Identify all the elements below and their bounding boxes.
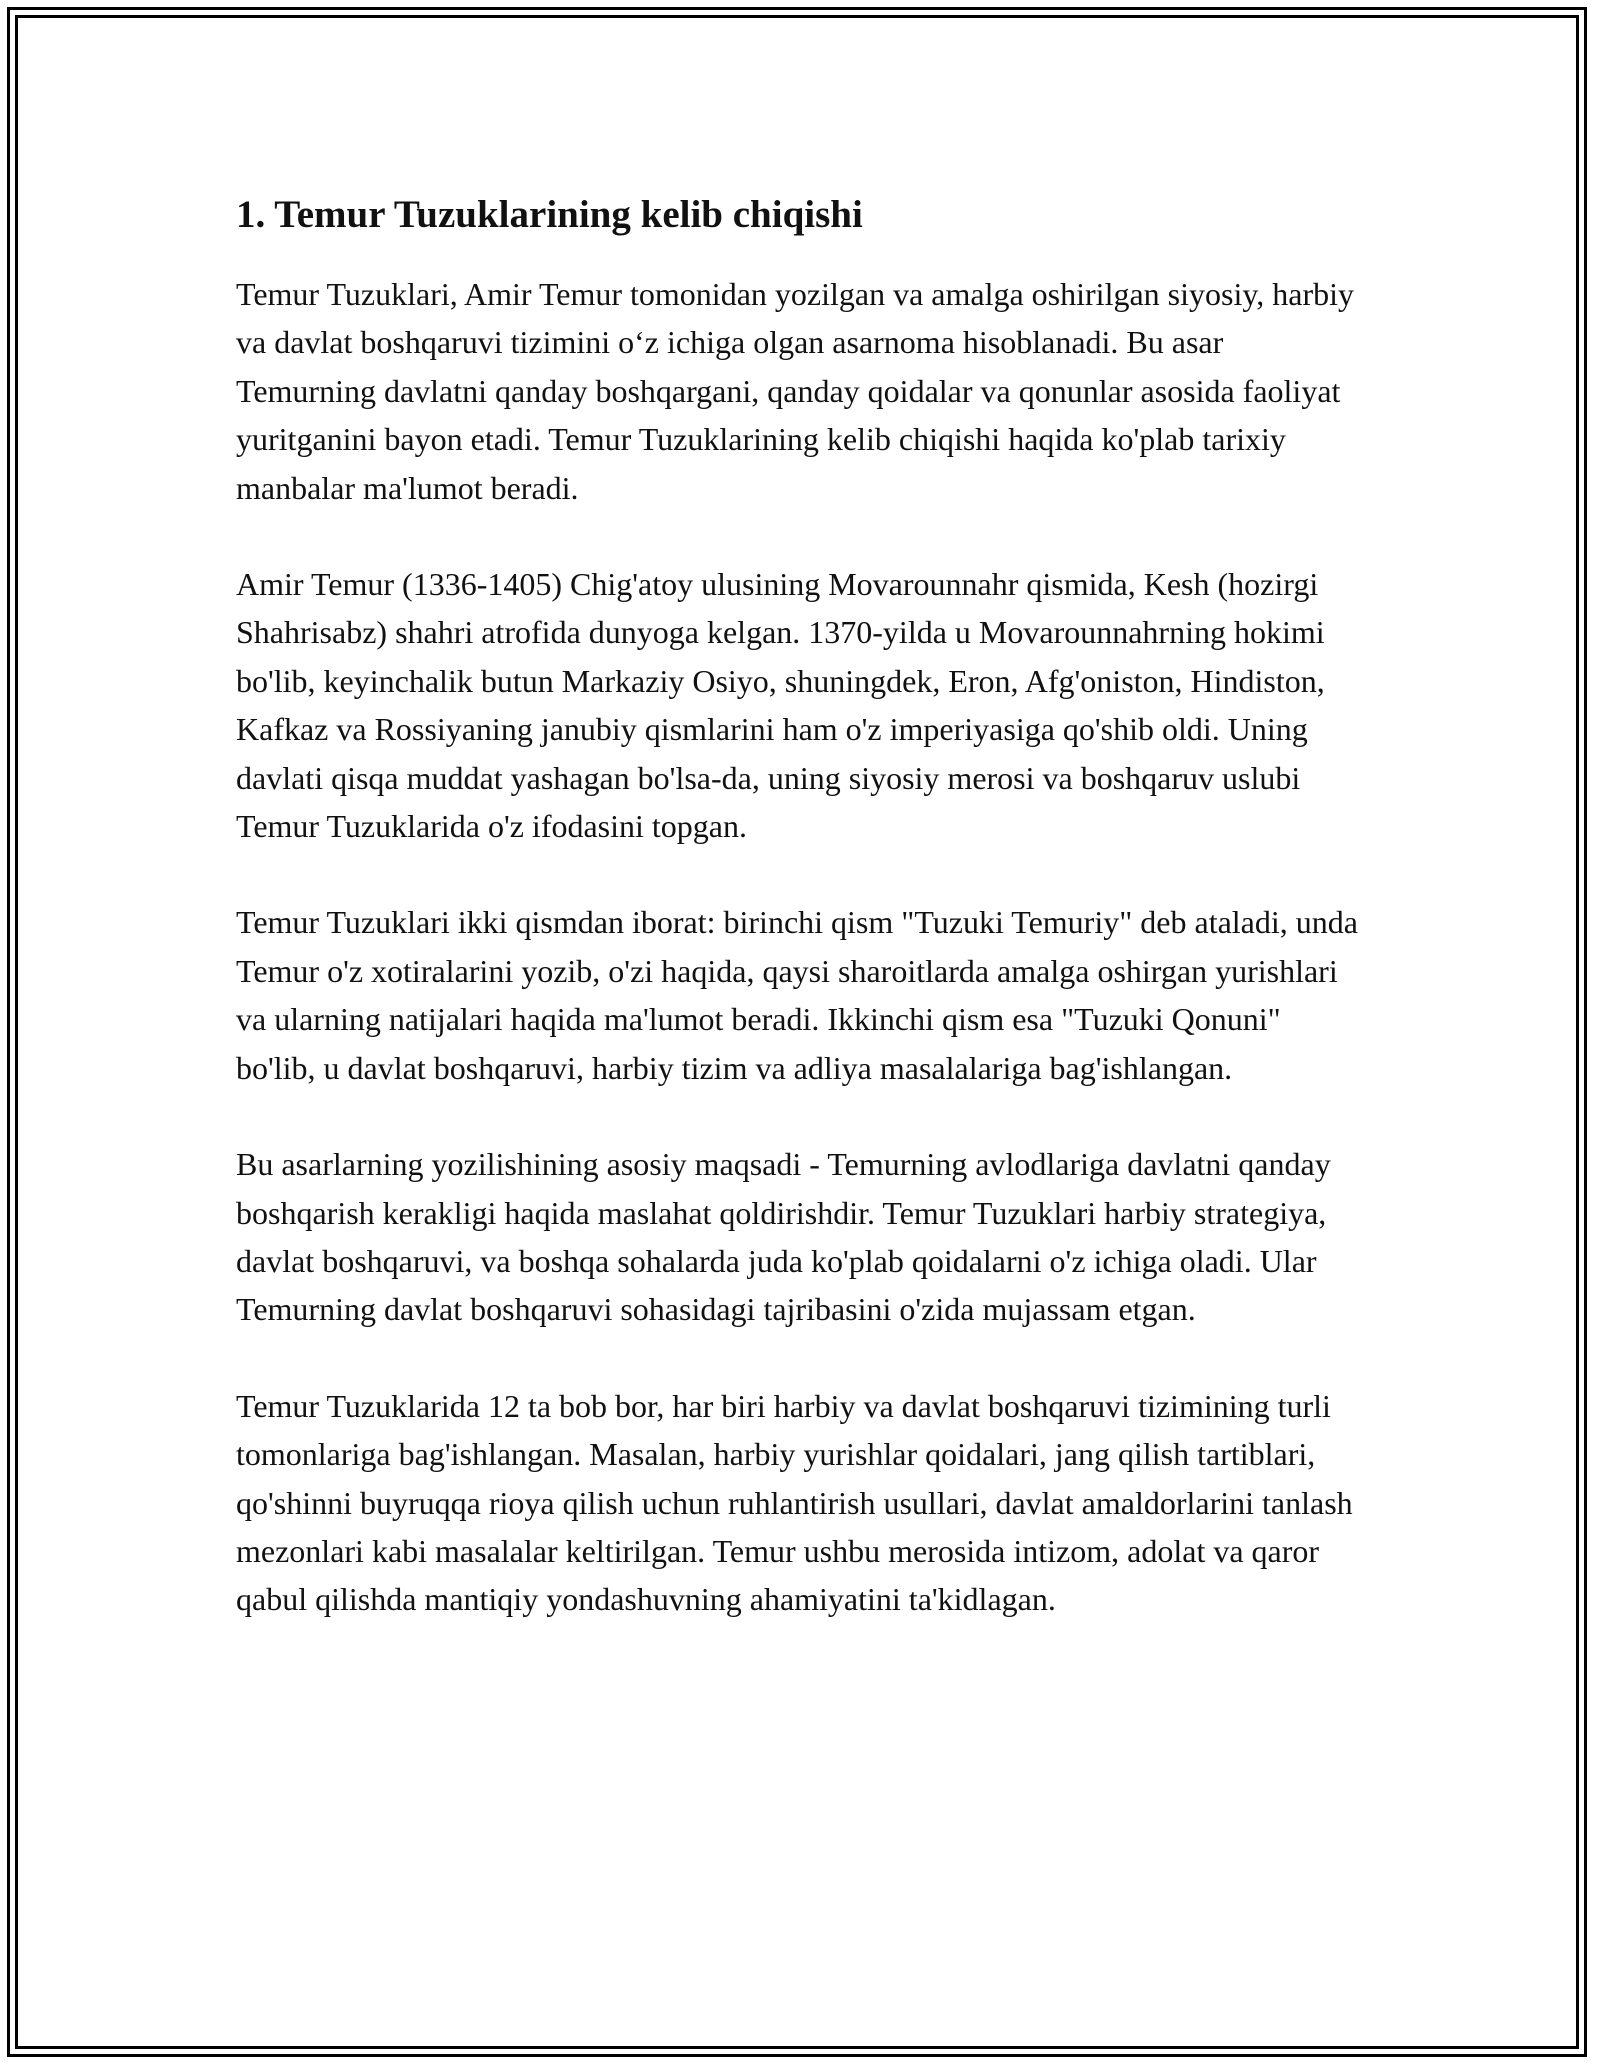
- section-heading: 1. Temur Tuzuklarining kelib chiqishi: [236, 193, 863, 236]
- paragraph-structure: Temur Tuzuklari ikki qismdan iborat: birinchi qism "Tuzuki Temuriy" deb ataladi, unda Temur o'z xotiralarini yozib, o'zi haqida, qaysi sharoitlarda amalga oshirgan yurishlari va ularning natijalari haqida ma'lumot beradi. Ikkinchi qism esa "Tuzuki Qonuni" bo'lib, u davlat boshqaruvi, harbiy tizim va adliya masalalariga bag'ishlangan.: [236, 904, 1358, 1086]
- paragraph-intro: Temur Tuzuklari, Amir Temur tomonidan yozilgan va amalga oshirilgan siyosiy, harbiy va davlat boshqaruvi tizimini o‘z ichiga olgan asarnoma hisoblanadi. Bu asar Temurning davlatni qanday boshqargani, qanday qoidalar va qonunlar asosida faoliyat yuritganini bayon etadi. Temur Tuzuklarining kelib chiqishi haqida ko'plab tarixiy manbalar ma'lumot beradi.: [236, 276, 1355, 506]
- paragraph-biography: Amir Temur (1336-1405) Chig'atoy ulusining Movarounnahr qismida, Kesh (hozirgi Shahrisabz) shahri atrofida dunyoga kelgan. 1370-yilda u Movarounnahrning hokimi bo'lib, keyinchalik butun Markaziy Osiyo, shuningdek, Eron, Afg'oniston, Hindiston, Kafkaz va Rossiyaning janubiy qismlarini ham o'z imperiyasiga qo'shib oldi. Uning davlati qisqa muddat yashagan bo'lsa-da, uning siyosiy merosi va boshqaruv uslubi Temur Tuzuklarida o'z ifodasini topgan.: [236, 566, 1325, 845]
- paragraph-purpose: Bu asarlarning yozilishining asosiy maqsadi - Temurning avlodlariga davlatni qanday boshqarish kerakligi haqida maslahat qoldirishdir. Temur Tuzuklari harbiy strategiya, davlat boshqaruvi, va boshqa sohalarda juda ko'plab qoidalarni o'z ichiga oladi. Ular Temurning davlat boshqaruvi sohasidagi tajribasini o'zida mujassam etgan.: [236, 1146, 1331, 1328]
- document-body: [236, 190, 1366, 1672]
- paragraph-chapters: Temur Tuzuklarida 12 ta bob bor, har biri harbiy va davlat boshqaruvi tizimining turli tomonlariga bag'ishlangan. Masalan, harbiy yurishlar qoidalari, jang qilish tartiblari, qo'shinni buyruqqa rioya qilish uchun ruhlantirish usullari, davlat amaldorlarini tanlash mezonlari kabi masalalar keltirilgan. Temur ushbu merosida intizom, adolat va qaror qabul qilishda mantiqiy yondashuvning ahamiyatini ta'kidlagan.: [236, 1387, 1353, 1618]
